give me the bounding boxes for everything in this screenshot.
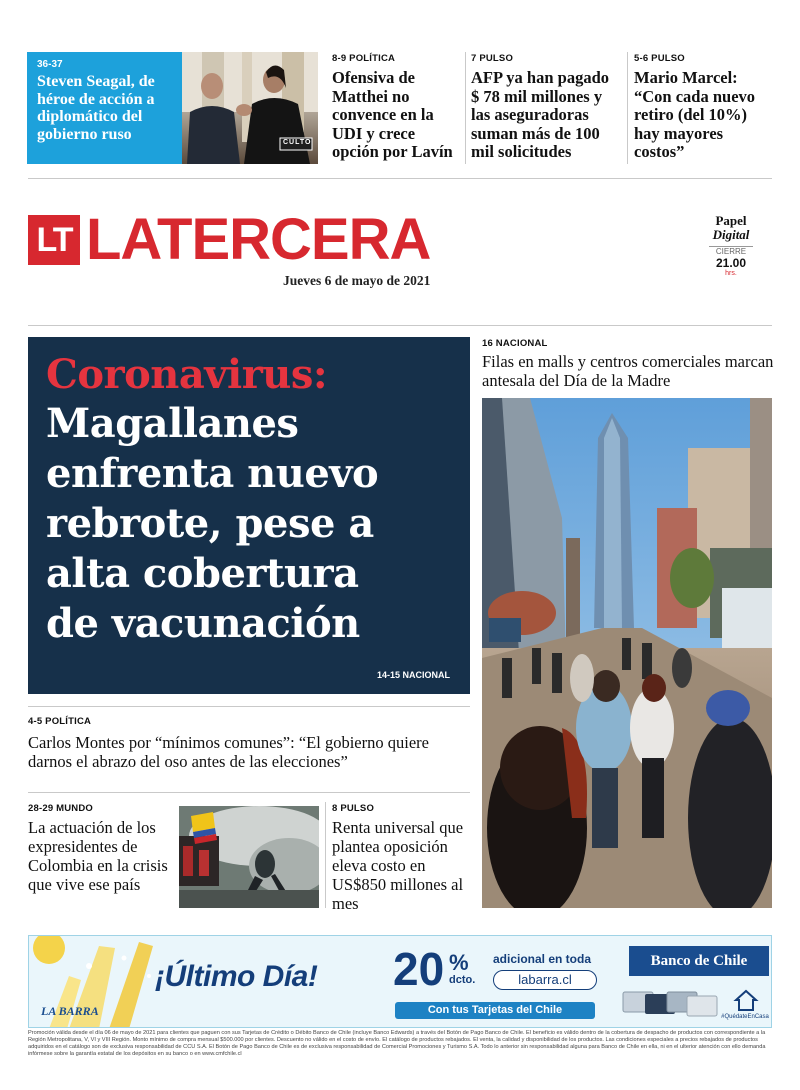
logo-mark[interactable]	[28, 215, 80, 265]
digital-label: Digital	[712, 227, 750, 242]
dcto-label: dcto.	[449, 974, 476, 986]
story-2-headline[interactable]: AFP ya han pagado $ 78 mil millones y las aseguradoras suman más de 100 mil solicitudes	[471, 68, 609, 161]
politica-kicker: 4-5 POLÍTICA	[28, 716, 92, 727]
mall-queue-photo[interactable]	[482, 398, 772, 908]
divider	[28, 706, 470, 707]
labarra-site-link[interactable]: labarra.cl	[493, 970, 597, 990]
handshake-photo	[182, 52, 318, 164]
story-1-kicker: 8-9 POLÍTICA	[332, 53, 396, 64]
tarjetas-banner: Con tus Tarjetas del Chile	[395, 1002, 595, 1019]
story-2-kicker: 7 PULSO	[471, 53, 514, 64]
divider	[325, 802, 326, 908]
papel-digital-badge[interactable]	[705, 214, 757, 278]
percent-sign: %	[449, 950, 469, 975]
story-3-headline[interactable]: Mario Marcel: “Con cada nuevo retiro (del 10%) hay mayores costos”	[634, 68, 756, 161]
lead-headline-line: alta cobertura	[46, 550, 359, 597]
ultimo-dia-title: ¡Último Día!	[155, 960, 318, 993]
labarra-logo: LA BARRA	[41, 1004, 99, 1018]
divider	[627, 52, 628, 164]
pulso-kicker: 8 PULSO	[332, 803, 375, 814]
culto-badge: CULTO	[283, 139, 312, 146]
logo-wordmark[interactable]: LATERCERA	[86, 207, 431, 272]
papel-label: Papel	[715, 213, 747, 228]
pulso-headline[interactable]: Renta universal que plantea oposición eleva costo en US$850 millones al mes	[332, 818, 464, 913]
masthead-divider	[28, 325, 772, 326]
lead-headline-line: de vacunación	[46, 600, 360, 647]
lead-story[interactable]	[28, 337, 470, 694]
divider	[28, 792, 470, 793]
mall-story-kicker: 16 NACIONAL	[482, 338, 548, 349]
promo-pages: 36-37	[37, 59, 63, 70]
house-icon	[733, 988, 759, 1012]
logo-mark-text: LT	[36, 221, 72, 259]
cierre-unit: hrs.	[725, 270, 737, 277]
mundo-headline[interactable]: La actuación de los expresidentes de Colombia en la crisis que vive ese país	[28, 818, 168, 894]
city-street-photo	[482, 398, 772, 908]
lead-headline-white	[46, 399, 452, 649]
lead-headline-line: Magallanes	[46, 400, 299, 447]
lead-headline-line: rebrote, pese a	[46, 500, 374, 547]
promo-headline[interactable]: Steven Seagal, de héroe de acción a diplomático del gobierno ruso	[37, 73, 155, 143]
promo-photo[interactable]	[182, 52, 318, 164]
labarra-ad-banner[interactable]	[28, 935, 772, 1028]
ad-fine-print: Promoción válida desde el día 06 de mayo de 2021 para clientes que paguen con sus Tarjetas de Crédito o Débito Banco de Chile (incluye Banco Edwards) a través del Botón de Pago Banco de Chile. El beneficio es válido dentro de la cobertura de despacho de productos con correspondiente a la Región Metropolitana, V, VI y VIII Región. Monto mínimo de compra mensual $500.000 por clientes. Descuento no válido en el costo de envío. El catálogo de productos rebajados. El venta, la calidad y disponibilidad de los productos. Las condiciones especiales a precios rebajados de productos adquiridos en el catálogo son de exclusiva responsabilidad de CCU S.A. El Botón de Pago Banco de Chile es de exclusiva responsabilidad de Comercial Promociones y Turismo S.A. Todo lo anterior sin responsabilidad alguna para Banco de Chile en ella, ni en el ulterior atención con ello demanda infórmese sobre la garantía estatal de los depósitos en su banco o en www.cmfchile.cl	[28, 1030, 766, 1057]
story-1-headline[interactable]: Ofensiva de Matthei no convence en la UDI y crece opción por Lavín	[332, 68, 453, 161]
cierre-time: 21.00	[715, 256, 747, 270]
adicional-text: adicional en toda	[493, 952, 592, 966]
discount-percent: 20	[393, 943, 445, 995]
promo-box-seagal[interactable]	[27, 52, 182, 164]
hashtag-label: #QuédateEnCasa	[721, 1014, 769, 1020]
edition-date: Jueves 6 de mayo de 2021	[283, 273, 431, 288]
banco-de-chile-logo: Banco de Chile	[629, 946, 769, 976]
lead-headline-line: enfrenta nuevo	[46, 450, 379, 497]
mall-story-headline[interactable]: Filas en malls y centros comerciales marcan antesala del Día de la Madre	[482, 352, 774, 390]
story-3-kicker: 5-6 PULSO	[634, 53, 685, 64]
cierre-label: CIERRE	[715, 247, 747, 256]
divider	[465, 52, 466, 164]
colombia-protest-photo[interactable]	[179, 806, 319, 908]
top-divider	[28, 178, 772, 179]
lead-kicker: 14-15 NACIONAL	[376, 670, 450, 680]
credit-cards-icon	[621, 986, 721, 1022]
protest-photo	[179, 806, 319, 908]
politica-headline[interactable]: Carlos Montes por “mínimos comunes”: “El gobierno quiere darnos el abrazo del oso antes de las elecciones”	[28, 733, 429, 771]
lead-headline-red: Coronavirus:	[46, 351, 328, 398]
mundo-kicker: 28-29 MUNDO	[28, 803, 94, 814]
